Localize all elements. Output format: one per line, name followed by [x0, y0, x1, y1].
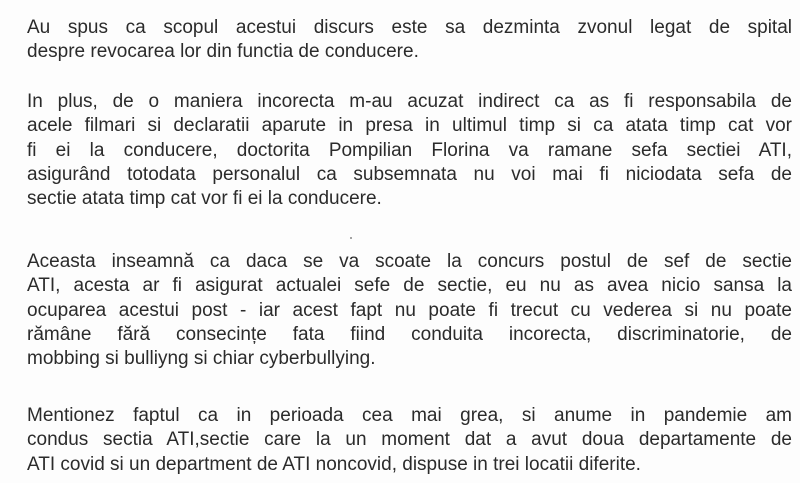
- text-line: rămâne fără consecințe fata fiind conduita incorecta, discriminatorie, de: [27, 323, 792, 345]
- text-line: asigurând totodata personalul ca subsemnata nu voi mai fi niciodata sefa de: [27, 163, 792, 185]
- paragraph-2: [27, 90, 792, 211]
- text-line: Mentionez faptul ca in perioada cea mai grea, si anume in pandemie am: [27, 405, 792, 426]
- text-line: condus sectia ATI,sectie care la un moment dat a avut doua departamente de: [27, 429, 792, 451]
- text-line: despre revocarea lor din functia de conducere.: [27, 41, 419, 63]
- text-line: In plus, de o maniera incorecta m-au acuzat indirect ca as fi responsabila de: [27, 91, 792, 112]
- text-line: Au spus ca scopul acestui discurs este sa dezminta zvonul legat de spital: [27, 17, 792, 38]
- paragraph-4: [27, 404, 792, 477]
- text-line: ocuparea acestui post - iar acest fapt nu poate fi trecut cu vederea si nu poate: [27, 299, 792, 321]
- paragraph-1: [27, 16, 792, 65]
- scan-speck: [350, 237, 352, 239]
- text-line: ATI, acesta ar fi asigurat actualei sefe de sectie, eu nu as avea nicio sansa la: [27, 275, 792, 297]
- text-line: fi ei la conducere, doctorita Pompilian Florina va ramane sefa sectiei ATI,: [27, 139, 792, 161]
- text-line: ATI covid si un department de ATI noncovid, dispuse in trei locatii diferite.: [27, 453, 641, 475]
- text-line: sectie atata timp cat vor fi ei la conducere.: [27, 188, 382, 210]
- text-line: mobbing si bulliyng si chiar cyberbullying.: [27, 348, 376, 370]
- paragraph-3: [27, 250, 792, 371]
- text-line: Aceasta inseamnă ca daca se va scoate la concurs postul de sef de sectie: [27, 251, 792, 272]
- text-line: acele filmari si declaratii aparute in presa in ultimul timp si ca atata timp cat vor: [27, 115, 792, 137]
